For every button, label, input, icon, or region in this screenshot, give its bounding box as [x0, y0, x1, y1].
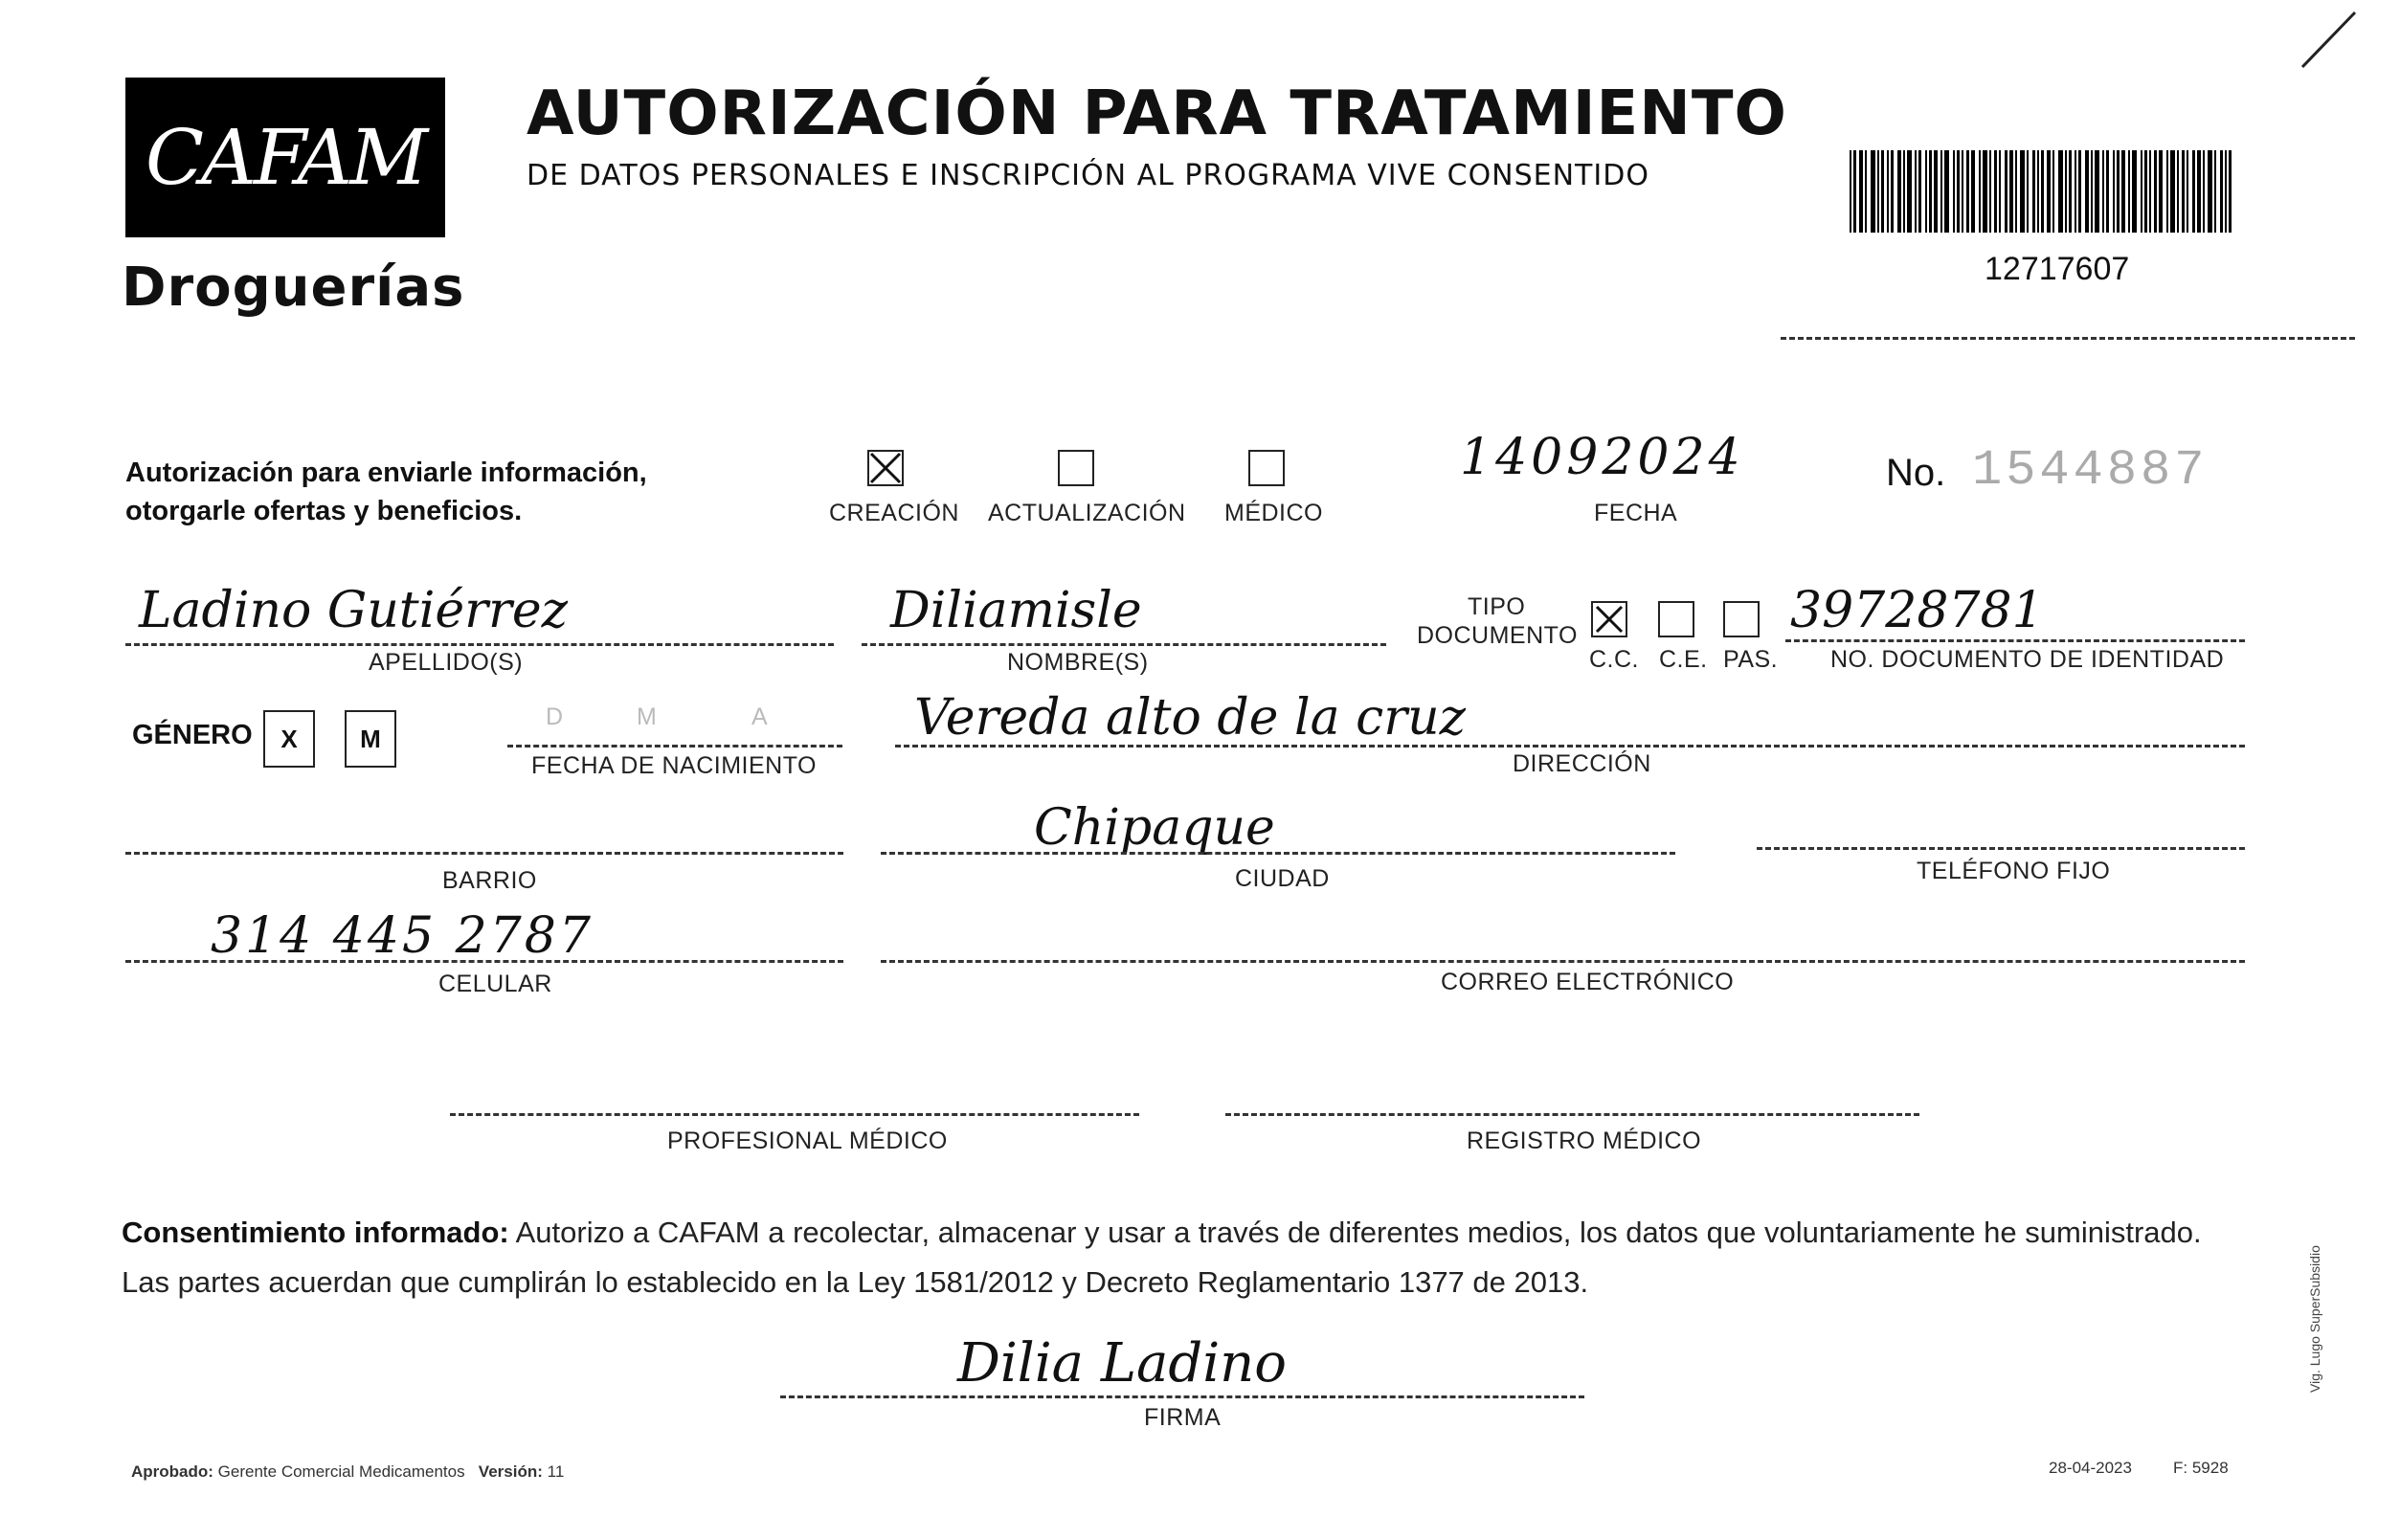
nacimiento-label: FECHA DE NACIMIENTO: [531, 752, 817, 779]
nombres-value: Diliamisle: [890, 582, 1142, 639]
footer-date: 28-04-2023: [2049, 1459, 2132, 1477]
telefono-label: TELÉFONO FIJO: [1917, 858, 2111, 884]
authorization-line1: Autorización para enviarle información,: [125, 458, 647, 488]
side-vertical-text: Vig. Lugo SuperSubsidio: [2307, 1245, 2322, 1393]
consent-text-1: Autorizo a CAFAM a recolectar, almacenar y usar a través de diferentes medios, los datos que voluntariamente he suministrado.: [515, 1216, 2202, 1249]
direccion-label: DIRECCIÓN: [1513, 750, 1651, 777]
footer-approval: [131, 1462, 564, 1482]
medico-label: MÉDICO: [1224, 500, 1323, 526]
registro-line[interactable]: [1225, 1113, 1919, 1116]
firma-label: FIRMA: [1144, 1404, 1222, 1431]
consent-heading: Consentimiento informado:: [122, 1216, 509, 1249]
aprobado-label: Aprobado:: [131, 1462, 213, 1481]
no-value: 1544887: [1972, 442, 2209, 499]
no-label: No.: [1886, 452, 1946, 494]
corner-mark: [2298, 8, 2365, 70]
registro-label: REGISTRO MÉDICO: [1467, 1127, 1702, 1154]
apellidos-label: APELLIDO(S): [369, 649, 524, 676]
nacimiento-line[interactable]: [507, 745, 842, 748]
signature-value: Dilia Ladino: [957, 1332, 1287, 1395]
genero-label: GÉNERO: [132, 720, 253, 750]
consent-text-2: Las partes acuerdan que cumplirán lo establecido en la Ley 1581/2012 y Decreto Reglamentario 1377 de 2013.: [122, 1265, 1589, 1299]
genero-m-box[interactable]: M: [345, 710, 396, 768]
brand-subtitle: Droguerías: [122, 257, 465, 319]
profesional-label: PROFESIONAL MÉDICO: [667, 1127, 948, 1154]
fecha-label: FECHA: [1594, 500, 1678, 526]
version-value: 11: [547, 1462, 565, 1481]
telefono-line[interactable]: [1757, 847, 2245, 850]
check-x-icon: [869, 452, 902, 484]
authorization-line2: otorgarle ofertas y beneficios.: [125, 496, 523, 526]
direccion-value: Vereda alto de la cruz: [914, 689, 1466, 747]
actualizacion-checkbox[interactable]: [1058, 450, 1094, 486]
nacimiento-hint-a: A: [751, 703, 769, 730]
celular-label: CELULAR: [438, 971, 552, 997]
celular-line[interactable]: [125, 960, 843, 963]
nombres-line[interactable]: [862, 643, 1386, 646]
documento-label: NO. DOCUMENTO DE IDENTIDAD: [1830, 646, 2225, 673]
ce-checkbox[interactable]: [1658, 601, 1694, 637]
ce-label: C.E.: [1659, 646, 1708, 673]
genero-f-box[interactable]: X: [263, 710, 315, 768]
correo-label: CORREO ELECTRÓNICO: [1441, 969, 1735, 995]
celular-value: 314 445 2787: [211, 907, 594, 965]
direccion-line[interactable]: [895, 745, 2245, 748]
creacion-checkbox[interactable]: [867, 450, 904, 486]
form-title: AUTORIZACIÓN PARA TRATAMIENTO: [527, 78, 1787, 149]
cafam-logo: [125, 78, 445, 237]
cc-checkbox[interactable]: [1591, 601, 1627, 637]
documento-line[interactable]: [1785, 639, 2245, 642]
footer-form-code: F: 5928: [2173, 1459, 2229, 1477]
nacimiento-hint-m: M: [637, 703, 658, 730]
header-divider: [1781, 337, 2355, 340]
aprobado-value: Gerente Comercial Medicamentos: [217, 1462, 465, 1481]
check-x-icon: [1593, 603, 1626, 636]
profesional-line[interactable]: [450, 1113, 1139, 1116]
ciudad-label: CIUDAD: [1235, 865, 1330, 892]
documento-value: 39728781: [1790, 582, 2044, 639]
nacimiento-hint-d: D: [546, 703, 564, 730]
nombres-label: NOMBRE(S): [1007, 649, 1149, 676]
apellidos-line[interactable]: [125, 643, 834, 646]
correo-line[interactable]: [881, 960, 2245, 963]
pas-label: PAS.: [1723, 646, 1779, 673]
cc-label: C.C.: [1589, 646, 1639, 673]
tipo-label-2: DOCUMENTO: [1417, 622, 1578, 649]
fecha-value: 14092024: [1460, 429, 1744, 486]
ciudad-line[interactable]: [881, 852, 1675, 855]
apellidos-value: Ladino Gutiérrez: [139, 582, 568, 639]
ciudad-value: Chipaque: [1034, 799, 1275, 857]
barcode-icon: [1850, 150, 2234, 233]
actualizacion-label: ACTUALIZACIÓN: [988, 500, 1186, 526]
barrio-label: BARRIO: [442, 867, 537, 894]
barrio-line[interactable]: [125, 852, 843, 855]
pas-checkbox[interactable]: [1723, 601, 1760, 637]
version-label: Versión:: [478, 1462, 543, 1481]
medico-checkbox[interactable]: [1248, 450, 1285, 486]
consent-paragraph: [122, 1208, 2266, 1307]
firma-line[interactable]: [780, 1395, 1584, 1398]
creacion-label: CREACIÓN: [829, 500, 959, 526]
barcode-number: 12717607: [1985, 251, 2130, 287]
tipo-label-1: TIPO: [1468, 593, 1526, 620]
form-subtitle: DE DATOS PERSONALES E INSCRIPCIÓN AL PROGRAMA VIVE CONSENTIDO: [527, 159, 1649, 192]
logo-text: CAFAM: [145, 113, 426, 202]
